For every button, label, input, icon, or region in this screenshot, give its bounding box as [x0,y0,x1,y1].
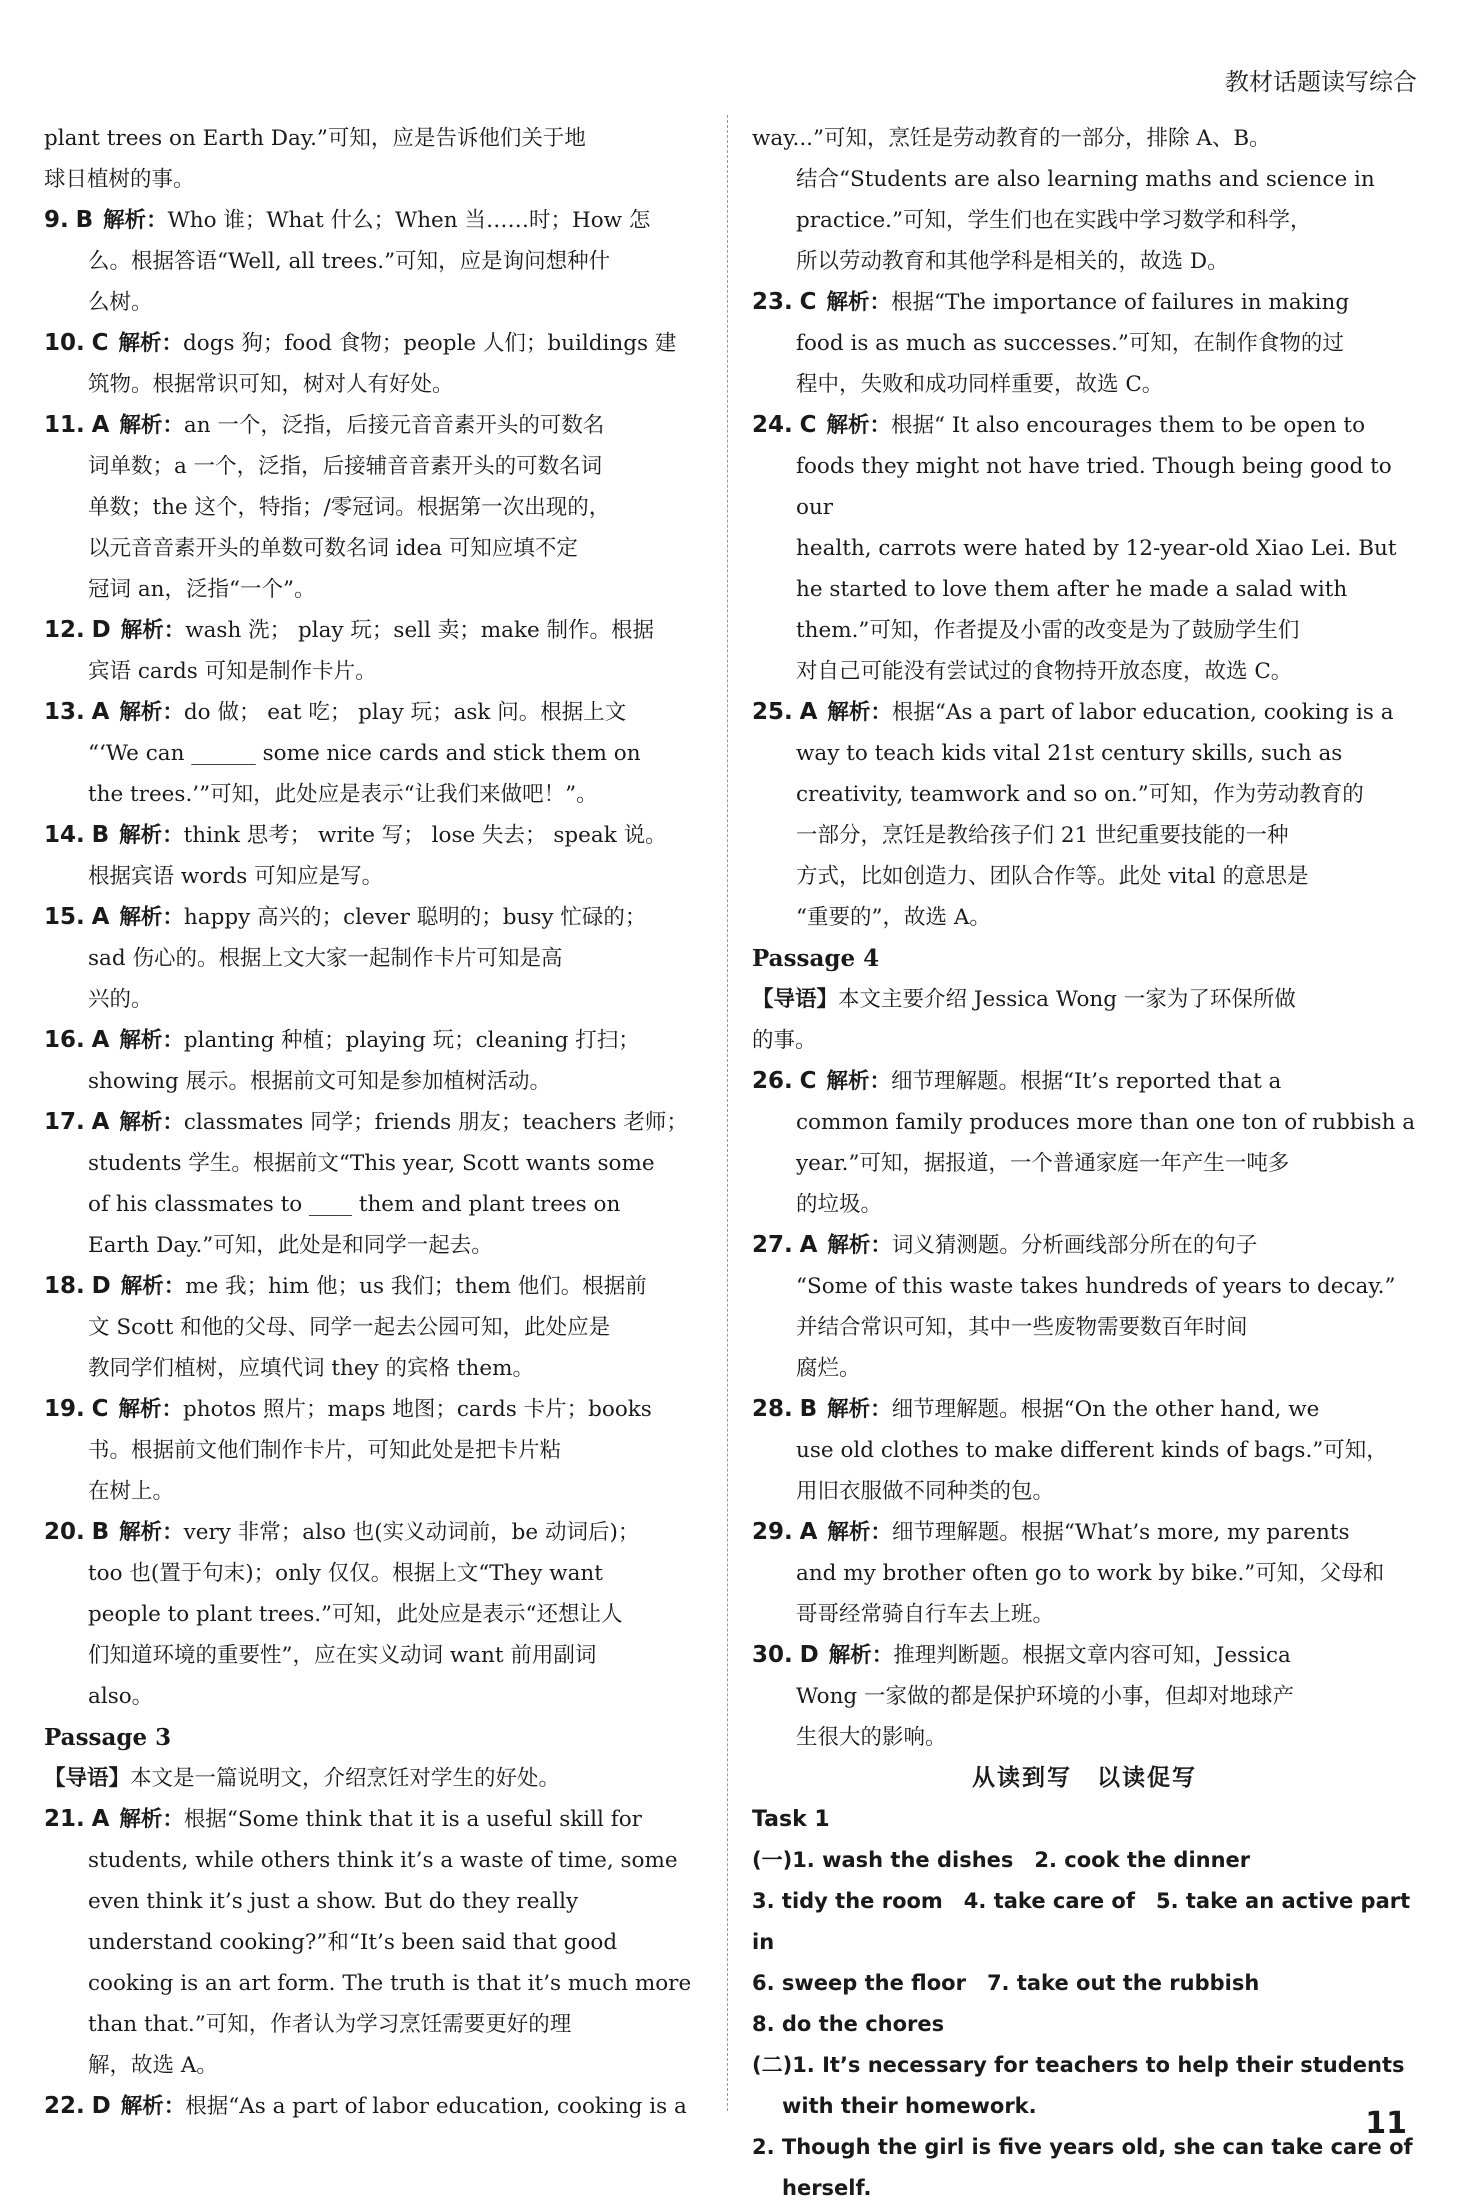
item-text: happy 高兴的；clever 聪明的；busy 忙碌的； [183,905,647,930]
item-text-cont: 单数；the 这个，特指；/零冠词。根据第一次出现的， [88,495,611,520]
item-text-cont: 并结合常识可知，其中一些废物需要数百年时间 [796,1315,1248,1340]
analysis-label: 解析： [119,700,184,725]
item-text-cont: 哥哥经常骑自行车去上班。 [796,1602,1055,1627]
task-line: 3. tidy the room 4. take care of 5. take an active part in [752,1889,1411,1954]
answer-letter: D [91,617,111,643]
item-text-cont: 书。根据前文他们制作卡片，可知此处是把卡片粘 [88,1438,562,1463]
item-text-cont: 根据宾语 words 可知应是写。 [88,864,384,889]
analysis-label: 解析： [826,290,891,315]
item-text: do 做； eat 吃； play 玩；ask 问。根据上文 [183,700,627,725]
answer-letter: C [799,412,817,438]
item-text-cont: and my brother often go to work by bike.”可知，父母和 [796,1561,1385,1586]
item-text-cont: he started to love them after he made a salad with [796,577,1348,602]
item-number: 29. [752,1519,793,1545]
answer-item [44,1102,709,1143]
item-text-cont: 方式，比如创造力、团队合作等。此处 vital 的意思是 [796,864,1309,889]
item-text: an 一个，泛指，后接元音音素开头的可数名 [183,413,605,438]
analysis-label: 解析： [826,413,891,438]
item-text-cont: sad 伤心的。根据上文大家一起制作卡片可知是高 [88,946,563,971]
analysis-label: 解析： [120,1274,186,1299]
answer-letter: D [91,2093,111,2119]
item-text: 细节理解题。根据“On the other hand, we [891,1397,1320,1422]
analysis-label: 解析： [827,700,892,725]
answer-letter: B [91,1519,110,1545]
item-text: 推理判断题。根据文章内容可知，Jessica [893,1643,1291,1668]
item-text-cont: creativity, teamwork and so on.”可知，作为劳动教育的 [796,782,1364,807]
answer-letter: A [91,1109,110,1135]
passage-4-title: Passage 4 [752,945,880,972]
text-line: way...”可知，烹饪是劳动教育的一部分，排除 A、B。 [752,126,1271,151]
answer-item [752,692,1417,733]
analysis-label: 解析： [119,1028,184,1053]
item-text-cont: year.”可知，据报道，一个普通家庭一年产生一吨多 [796,1151,1290,1176]
item-number: 11. [44,412,85,438]
item-text-cont: the trees.’”可知，此处应是表示“让我们来做吧！”。 [88,782,598,807]
item-text-cont: than that.”可知，作者认为学习烹饪需要更好的理 [88,2012,572,2037]
item-text-cont: 筑物。根据常识可知，树对人有好处。 [88,372,454,397]
item-text-cont: 程中，失败和成功同样重要，故选 C。 [796,372,1164,397]
answer-item [752,405,1417,446]
intro-label: 【导语】 [44,1766,131,1791]
answer-letter: B [91,822,110,848]
item-text-cont: use old clothes to make different kinds of bags.”可知， [796,1438,1388,1463]
item-number: 18. [44,1273,85,1299]
answer-item [752,282,1417,323]
answer-item [44,200,709,241]
analysis-label: 解析： [827,1233,892,1258]
item-text-cont: “重要的”，故选 A。 [796,905,991,930]
item-number: 19. [44,1396,85,1422]
item-text-cont: 对自己可能没有尝试过的食物持开放态度，故选 C。 [796,659,1293,684]
item-number: 15. [44,904,85,930]
item-number: 16. [44,1027,85,1053]
answer-item [44,323,709,364]
item-number: 13. [44,699,85,725]
analysis-label: 解析： [118,331,183,356]
answer-letter: B [799,1396,818,1422]
item-text: planting 种植；playing 玩；cleaning 打扫； [183,1028,640,1053]
answer-letter: C [91,1396,109,1422]
intro-label: 【导语】 [752,987,839,1012]
item-text-cont: Earth Day.”可知，此处是和同学一起去。 [88,1233,493,1258]
item-text-cont: cooking is an art form. The truth is that it’s much more [88,1971,692,1996]
item-text: dogs 狗；food 食物；people 人们；buildings 建 [183,331,677,356]
answer-item [44,1389,709,1430]
item-number: 21. [44,1806,85,1832]
analysis-label: 解析： [119,1807,184,1832]
item-text-cont: 用旧衣服做不同种类的包。 [796,1479,1055,1504]
answer-item [44,897,709,938]
text-line: 球日植树的事。 [44,167,195,192]
answer-letter: A [799,1519,818,1545]
passage-3-intro [44,1758,709,1799]
analysis-label: 解析： [118,1397,183,1422]
item-text: 细节理解题。根据“It’s reported that a [891,1069,1282,1094]
item-number: 14. [44,822,85,848]
item-text-cont: “Some of this waste takes hundreds of years to decay.” [796,1274,1396,1299]
item-text: 根据“ It also encourages them to be open to [891,413,1366,438]
item-number: 20. [44,1519,85,1545]
answer-letter: D [91,1273,111,1299]
analysis-label: 解析： [827,1397,892,1422]
item-text-cont: 词单数；a 一个，泛指，后接辅音音素开头的可数名词 [88,454,603,479]
item-text-cont: food is as much as successes.”可知，在制作食物的过 [796,331,1344,356]
answer-item [44,815,709,856]
item-text: 根据“As a part of labor education, cooking is a [185,2094,687,2119]
item-number: 30. [752,1642,793,1668]
item-number: 24. [752,412,793,438]
text-line: plant trees on Earth Day.”可知，应是告诉他们关于地 [44,126,586,151]
analysis-label: 解析： [119,413,184,438]
page-number: 11 [1365,2106,1407,2141]
item-text: 根据“The importance of failures in making [891,290,1350,315]
item-text-cont: 生很大的影响。 [796,1725,947,1750]
item-text: photos 照片；maps 地图；cards 卡片；books [183,1397,652,1422]
task-line-cont: herself. [782,2176,872,2200]
item-text: Who 谁；What 什么；When 当……时；How 怎 [167,208,651,233]
item-text: 根据“As a part of labor education, cooking is a [891,700,1394,725]
page-header: 教材话题读写综合 [1225,68,1417,96]
task-line-cont: with their homework. [782,2094,1037,2118]
item-number: 17. [44,1109,85,1135]
item-text-cont: even think it’s just a show. But do they really [88,1889,579,1914]
item-text-cont: 腐烂。 [796,1356,861,1381]
item-text-cont: 教同学们植树，应填代词 they 的宾格 them。 [88,1356,534,1381]
text-line: 结合“Students are also learning maths and science in [796,167,1375,192]
item-text-cont: 宾语 cards 可知是制作卡片。 [88,659,377,684]
answer-item [44,1799,709,1840]
answer-letter: A [91,904,110,930]
item-text-cont: 在树上。 [88,1479,175,1504]
analysis-label: 解析： [119,905,184,930]
item-text: 词义猜测题。分析画线部分所在的句子 [891,1233,1258,1258]
item-text: 细节理解题。根据“What’s more, my parents [891,1520,1350,1545]
answer-item [752,1225,1417,1266]
item-number: 26. [752,1068,793,1094]
answer-item [44,405,709,446]
item-text-cont: Wong 一家做的都是保护环境的小事，但却对地球产 [796,1684,1295,1709]
item-number: 25. [752,699,793,725]
analysis-label: 解析： [103,208,168,233]
item-text: think 思考； write 写； lose 失去； speak 说。 [183,823,667,848]
answer-letter: C [799,1068,817,1094]
right-column [752,118,1417,2209]
intro-text: 本文是一篇说明文，介绍烹饪对学生的好处。 [130,1766,561,1791]
answer-letter: A [91,1027,110,1053]
item-text-cont: health, carrots were hated by 12-year-old Xiao Lei. But [796,536,1397,561]
item-text: wash 洗； play 玩；sell 卖；make 制作。根据 [185,618,655,643]
task-title: Task 1 [752,1807,830,1832]
item-text-cont: foods they might not have tried. Though being good to our [796,454,1392,520]
item-number: 12. [44,617,85,643]
item-text-cont: 么。根据答语“Well, all trees.”可知，应是询问想种什 [88,249,611,274]
item-text-cont: showing 展示。根据前文可知是参加植树活动。 [88,1069,552,1094]
analysis-label: 解析： [119,1520,184,1545]
task-line: (二)1. It’s necessary for teachers to help their students [752,2053,1405,2077]
answer-item [44,1512,709,1553]
passage-3-title: Passage 3 [44,1724,172,1751]
passage-4-intro-cont: 的事。 [752,1028,817,1053]
answer-item [752,1389,1417,1430]
item-text-cont: of his classmates to ____ them and plant trees on [88,1192,621,1217]
item-text-cont: 一部分，烹饪是教给孩子们 21 世纪重要技能的一种 [796,823,1289,848]
item-number: 22. [44,2093,85,2119]
answer-letter: C [799,289,817,315]
item-text-cont: 文 Scott 和他的父母、同学一起去公园可知，此处应是 [88,1315,611,1340]
answer-item [752,1635,1417,1676]
answer-letter: A [799,699,818,725]
answer-letter: A [91,412,110,438]
answer-letter: A [91,1806,110,1832]
answer-item [752,1512,1417,1553]
answer-item [44,2086,709,2127]
answer-letter: C [91,330,109,356]
item-text: 根据“Some think that it is a useful skill for [183,1807,642,1832]
analysis-label: 解析： [826,1069,891,1094]
section-heading: 从读到写 以读促写 [972,1765,1197,1791]
left-column [44,118,709,2127]
analysis-label: 解析： [120,2094,186,2119]
item-text-cont: 的垃圾。 [796,1192,883,1217]
item-text-cont: 解，故选 A。 [88,2053,218,2078]
answer-letter: D [799,1642,819,1668]
item-number: 9. [44,207,69,233]
item-text-cont: them.”可知，作者提及小雷的改变是为了鼓励学生们 [796,618,1300,643]
task-line: 2. Though the girl is five years old, she can take care of [752,2135,1413,2159]
answer-letter: B [75,207,94,233]
item-text: very 非常；also 也(实义动词前，be 动词后)； [183,1520,640,1545]
intro-text: 本文主要介绍 Jessica Wong 一家为了环保所做 [838,987,1296,1012]
item-text-cont: also。 [88,1684,154,1709]
analysis-label: 解析： [827,1520,892,1545]
item-text-cont: common family produces more than one ton of rubbish a [796,1110,1416,1135]
column-divider [727,115,728,2111]
item-text-cont: 么树。 [88,290,153,315]
item-number: 23. [752,289,793,315]
item-text-cont: students, while others think it’s a waste of time, some [88,1848,678,1873]
passage-4-intro [752,979,1417,1020]
text-line: practice.”可知，学生们也在实践中学习数学和科学， [796,208,1312,233]
item-text-cont: 们知道环境的重要性”，应在实义动词 want 前用副词 [88,1643,597,1668]
item-text: classmates 同学；friends 朋友；teachers 老师； [183,1110,688,1135]
analysis-label: 解析： [119,1110,184,1135]
item-text-cont: too 也(置于句末)；only 仅仅。根据上文“They want [88,1561,603,1586]
item-text-cont: 兴的。 [88,987,153,1012]
item-text-cont: 以元音音素开头的单数可数名词 idea 可知应填不定 [88,536,578,561]
answer-letter: A [799,1232,818,1258]
task-line: 8. do the chores [752,2012,945,2036]
item-text-cont: 冠词 an，泛指“一个”。 [88,577,316,602]
answer-letter: A [91,699,110,725]
item-text-cont: understand cooking?”和“It’s been said that good [88,1930,618,1955]
answer-item [44,1020,709,1061]
item-number: 28. [752,1396,793,1422]
answer-item [44,1266,709,1307]
answer-item [44,610,709,651]
text-line: 所以劳动教育和其他学科是相关的，故选 D。 [796,249,1229,274]
item-text: me 我；him 他；us 我们；them 他们。根据前 [185,1274,647,1299]
analysis-label: 解析： [120,618,186,643]
task-line: 6. sweep the floor 7. take out the rubbish [752,1971,1260,1995]
item-text-cont: people to plant trees.”可知，此处应是表示“还想让人 [88,1602,623,1627]
answer-item [752,1061,1417,1102]
answer-item [44,692,709,733]
item-text-cont: “‘We can ______ some nice cards and stick them on [88,741,641,766]
item-number: 27. [752,1232,793,1258]
analysis-label: 解析： [119,823,184,848]
analysis-label: 解析： [828,1643,894,1668]
task-line: (一)1. wash the dishes 2. cook the dinner [752,1848,1251,1872]
item-text-cont: students 学生。根据前文“This year, Scott wants some [88,1151,655,1176]
item-number: 10. [44,330,85,356]
item-text-cont: way to teach kids vital 21st century skills, such as [796,741,1343,766]
